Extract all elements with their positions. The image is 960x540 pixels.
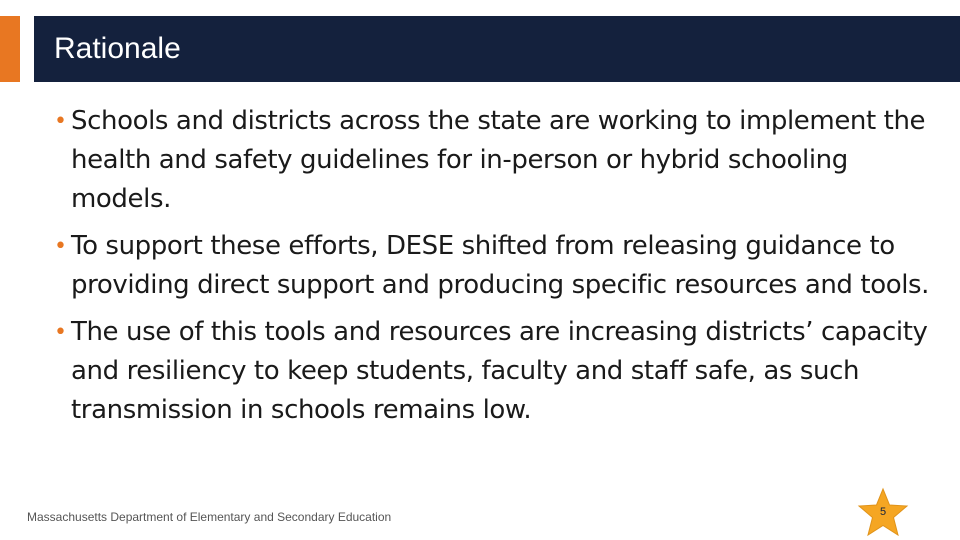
footer-organization: Massachusetts Department of Elementary and Secondary Education bbox=[27, 510, 392, 524]
bullet-item bbox=[54, 227, 934, 305]
bullet-text: The use of this tools and resources are increasing districts’ capacity and resiliency to keep students, faculty and staff safe, as such transmission in schools remains low. bbox=[71, 317, 928, 425]
title-bar bbox=[34, 16, 960, 82]
page-number: 5 bbox=[879, 506, 887, 518]
slide-title: Rationale bbox=[54, 32, 181, 65]
page-number-badge bbox=[856, 487, 910, 539]
bullet-marker: • bbox=[54, 320, 67, 345]
bullet-marker: • bbox=[54, 234, 67, 259]
bullet-list bbox=[54, 102, 934, 438]
bullet-item bbox=[54, 102, 934, 219]
bullet-text: Schools and districts across the state are working to implement the health and safety guidelines for in-person or hybrid schooling models. bbox=[71, 106, 926, 214]
bullet-marker: • bbox=[54, 109, 67, 134]
bullet-text: To support these efforts, DESE shifted from releasing guidance to providing direct support and producing specific resources and tools. bbox=[71, 231, 930, 300]
bullet-item bbox=[54, 313, 934, 430]
title-accent-bar bbox=[0, 16, 20, 82]
